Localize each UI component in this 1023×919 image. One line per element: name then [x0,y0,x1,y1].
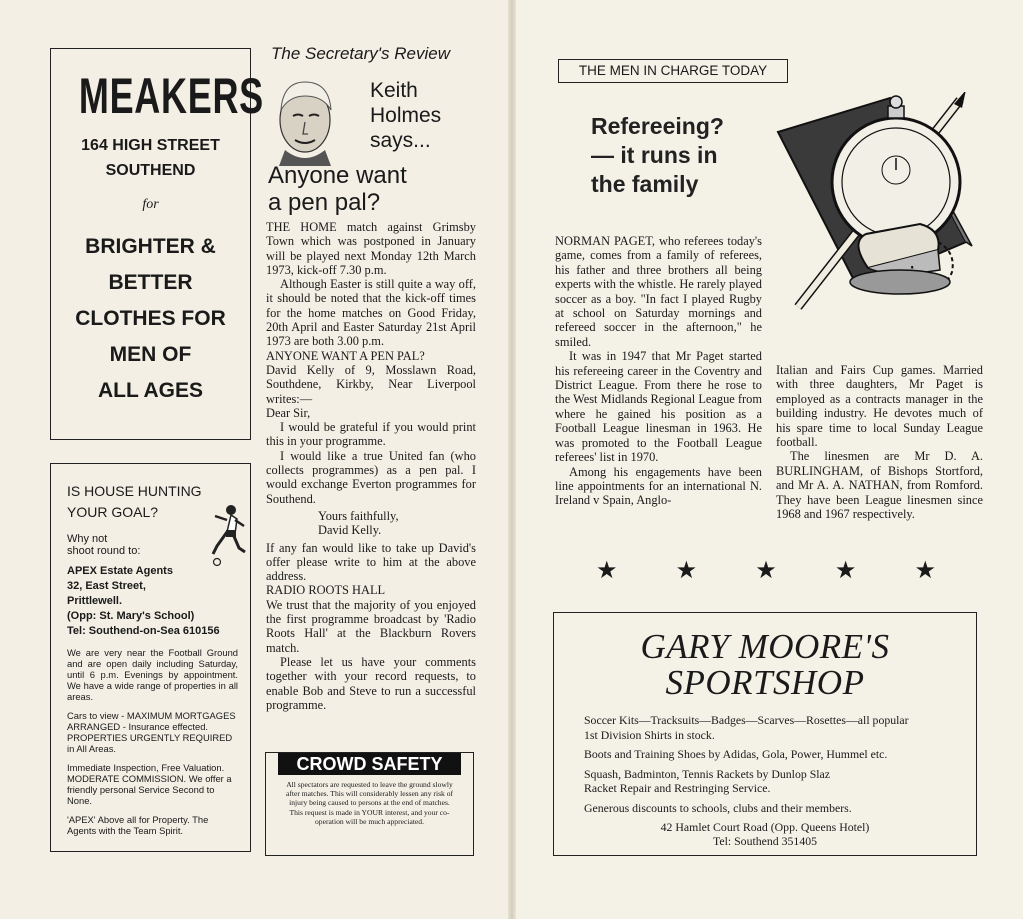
sportshop-line: Generous discounts to schools, clubs and their members. [584,800,852,815]
agent-line: (Opp: St. Mary's School) [67,610,195,622]
paragraph: We trust that the majority of you enjoyed the first programme broadcast by 'Radio Roots Hall' at the Blackburn Rovers match. [266,597,476,655]
paragraph: Please let us have your comments together with your record requests, to enable Bob and Steve to run a successful programme. [266,654,476,712]
secretary-review [265,44,477,712]
line-text: 1st Division Shirts in stock. [584,727,715,742]
referee-article-col-1 [555,234,762,508]
crowd-safety-text [266,775,473,826]
paragraph: Dear Sir, [266,405,311,420]
star-icon: ★ [914,558,936,584]
footballer-icon [211,502,247,568]
byline [370,78,441,153]
paragraph: NORMAN PAGET, who referees today's game, comes from a family of referees, his father and three brothers all being experts with the whistle. He rarely played soccer as a boy. "In fact I played Rugby at school on Saturday mornings and refereed soccer in the afternoon," he smiled. [555,234,762,349]
star-icon: ★ [675,558,698,584]
crowd-safety-title: CROWD SAFETY [278,753,461,775]
apex-headline-2: YOUR GOAL? [67,504,159,520]
paragraph: It was in 1947 that Mr Paget started his refereeing career in the Coventry and District League. From there he rose to the West Midlands Regional League from where he gained his position as a Football League linesman in 1963. He was promoted to the Football League referees' list in 1970. [555,349,762,465]
headline-line: Anyone want [268,162,407,189]
agent-line: Tel: Southend-on-Sea 610156 [67,625,220,637]
agent-line: APEX Estate Agents [67,565,173,577]
meakers-advert [50,48,264,440]
paragraph: David Kelly of 9, Mosslawn Road, Southdene, Kirkby, Near Liverpool writes:— [266,362,476,406]
sportshop-advert [553,612,977,856]
tagline-line: BETTER [108,271,193,294]
paragraph: I would be grateful if you would print this in your programme. [266,420,476,449]
title-line: GARY MOORE'S [640,627,890,666]
star-icon: ★ [596,558,618,584]
page-fold [508,0,516,919]
meakers-tagline [51,229,250,409]
apex-why-line: shoot round to: [67,545,141,557]
title-line: SPORTSHOP [665,663,865,702]
article-headline [268,162,407,216]
paragraph: The linesmen are Mr D. A. BURLINGHAM, of Bishops Stortford, and Mr A. A. NATHAN, from Romford. They have been League linesmen since 1968 and 1967 respectively. [776,449,983,522]
subheading: ANYONE WANT A PEN PAL? [266,348,425,363]
star-divider [596,556,936,585]
apex-para: Cars to view - MAXIMUM MORTGAGES ARRANGED - Insurance effected. PROPERTIES URGENTLY REQUIRED in All Areas. [67,710,236,754]
star-icon: ★ [834,558,857,584]
section-label: THE MEN IN CHARGE TODAY [558,59,788,83]
meakers-for: for [142,197,159,212]
paragraph: I would like a true United fan (who collects programmes) as a pen pal. I would exchange Everton programmes for Southend. [266,448,476,506]
headline-line: Refereeing? [591,113,724,139]
signoff: Yours faithfully, [318,508,399,523]
apex-headline-1: IS HOUSE HUNTING [67,483,202,499]
apex-advert [50,463,251,852]
headline-line: a pen pal? [268,189,381,216]
sportshop-line: Boots and Training Shoes by Adidas, Gola, Power, Hummel etc. [584,747,888,761]
address-line: Tel: Southend 351405 [712,834,818,848]
tagline-line: CLOTHES FOR [75,307,226,330]
agent-line: 32, East Street, [67,580,146,592]
agent-line: Prittlewell. [67,595,123,607]
line-text: Squash, Badminton, Tennis Rackets by Dunlop Slaz [584,766,831,781]
meakers-address-line: SOUTHEND [105,162,196,179]
paragraph: Among his engagements have been line appointments for an international N. Ireland v Spain, Anglo- [555,464,762,508]
paragraph: Italian and Fairs Cup games. Married with three daughters, Mr Paget is employed as a contracts manager in the building industry. He devotes much of his spare time to local Sunday League football. [776,363,983,450]
headline-line: — it runs in [591,142,718,168]
byline-line: says... [370,129,431,152]
headline-line: the family [591,171,699,197]
byline-line: Keith [370,79,418,102]
paragraph: If any fan would like to take up David's offer please write to him at the above address. [266,540,476,584]
apex-agent-details [67,564,238,639]
keith-holmes-portrait [271,70,341,166]
star-icon: ★ [755,558,777,584]
apex-para: Immediate Inspection, Free Valuation. MODERATE COMMISSION. We offer a friendly personal Service Second to None. [67,762,232,806]
subheading: RADIO ROOTS HALL [266,583,386,598]
tagline-line: MEN OF [109,343,192,366]
sportshop-title [554,629,976,701]
paragraph: THE HOME match against Grimsby Town which was postponed in January will be played next Monday 12th March 1973, kick-off 7.30 p.m. [266,220,476,277]
crowd-safety-notice [265,752,474,856]
sportshop-lines [554,701,976,815]
meakers-name: MEAKERS [78,68,264,124]
stopwatch-whistle-illustration [770,92,985,322]
signoff: David Kelly. [318,523,382,538]
apex-para: We are very near the Football Ground and are open daily including Saturday, until 6 p.m. Evenings by appointment. We have a wide range of properties in all areas. [67,647,238,702]
crowd-safety-para: All spectators are requested to leave the ground slowly after matches. This will considerably lessen any risk of injury being caused to persons at the end of matches. [285,780,454,808]
referee-article-col-2 [776,363,983,521]
paragraph: Although Easter is still quite a way off, it should be noted that the kick-off times for the home matches on Good Friday, 20th April and Easter Saturday 21st April 1973 are both 3.00 p.m. [266,277,476,349]
sportshop-line [584,767,976,796]
meakers-address-line: 164 HIGH STREET [81,137,220,154]
apex-para: 'APEX' Above all for Property. The Agents with the Team Spirit. [67,814,209,836]
meakers-address [51,133,250,183]
crowd-safety-para: This request is made in YOUR interest, and your co-operation will be much appreciated. [289,807,450,826]
tagline-line: BRIGHTER & [85,235,216,258]
apex-why-line: Why not [67,533,108,545]
line-text: Soccer Kits—Tracksuits—Badges—Scarves—Rosettes—all popular [584,713,909,727]
byline-line: Holmes [370,104,442,127]
section-kicker: The Secretary's Review [271,44,450,63]
sportshop-line [584,713,976,742]
sportshop-address [554,820,976,848]
tagline-line: ALL AGES [97,379,203,402]
referee-headline [591,112,724,199]
line-text: Racket Repair and Restringing Service. [584,781,771,795]
address-line: 42 Hamlet Court Road (Opp. Queens Hotel) [660,820,870,834]
article-body [266,220,476,712]
